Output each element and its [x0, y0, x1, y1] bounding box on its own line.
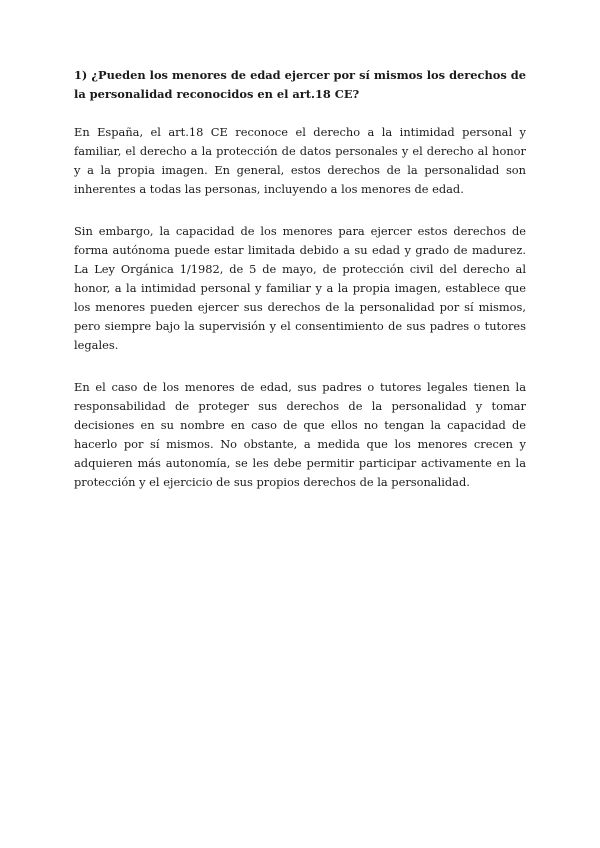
paragraph-intro: En España, el art.18 CE reconoce el derecho a la intimidad personal y familiar, el derecho a la protección de datos personales y el derecho al honor y a la propia imagen. En general, estos derechos de la personalidad son inherentes a todas las personas, incluyendo a los menores de edad. [74, 125, 526, 196]
question-heading: 1) ¿Pueden los menores de edad ejercer por sí mismos los derechos de la personalidad reconocidos en el art.18 CE? [74, 68, 526, 101]
paragraph-capacity: Sin embargo, la capacidad de los menores para ejercer estos derechos de forma autónoma puede estar limitada debido a su edad y grado de madurez. La Ley Orgánica 1/1982, de 5 de mayo, de protección civil del derecho al honor, a la intimidad personal y familiar y a la propia imagen, establece que los menores pueden ejercer sus derechos de la personalidad por sí mismos, pero siempre bajo la supervisión y el consentimiento de sus padres o tutores legales. [74, 224, 526, 352]
paragraph-guardians: En el caso de los menores de edad, sus padres o tutores legales tienen la responsabilidad de proteger sus derechos de la personalidad y tomar decisiones en su nombre en caso de que ellos no tengan la capacidad de hacerlo por sí mismos. No obstante, a medida que los menores crecen y adquieren más autonomía, se les debe permitir participar activamente en la protección y el ejercicio de sus propios derechos de la personalidad. [74, 380, 526, 489]
document-page [74, 66, 526, 515]
